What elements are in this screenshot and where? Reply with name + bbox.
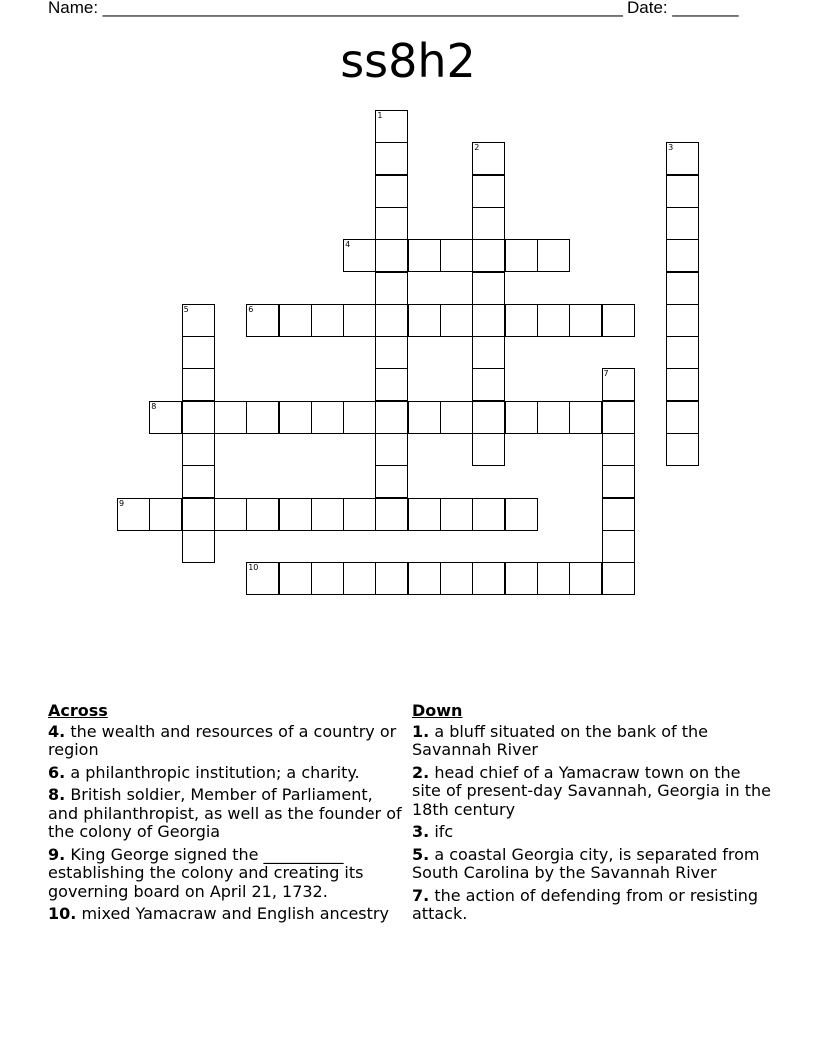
clue-text: a philanthropic institution; a charity.	[70, 762, 360, 782]
grid-cell	[279, 401, 312, 434]
clue-number: 7.	[412, 885, 430, 905]
grid-cell	[472, 239, 505, 272]
grid-cell	[182, 368, 215, 401]
clue-text: a bluff situated on the bank of the Savannah River	[412, 721, 708, 759]
grid-cell	[279, 498, 312, 531]
grid-cell	[666, 207, 699, 240]
clue-number: 2.	[412, 762, 430, 782]
grid-cell	[375, 401, 408, 434]
clue-across-9	[48, 846, 403, 902]
cell-number: 2	[474, 143, 480, 153]
clue-number: 1.	[412, 721, 430, 741]
grid-cell	[472, 304, 505, 337]
grid-cell	[375, 336, 408, 369]
grid-cell	[440, 304, 473, 337]
grid-cell	[375, 239, 408, 272]
grid-cell	[602, 465, 635, 498]
grid-cell	[311, 562, 344, 595]
grid-cell	[569, 562, 602, 595]
grid-cell	[472, 401, 505, 434]
grid-cell	[666, 175, 699, 208]
clue-number: 4.	[48, 721, 66, 741]
grid-cell	[666, 272, 699, 305]
grid-cell	[505, 401, 538, 434]
grid-cell	[440, 239, 473, 272]
grid-cell	[472, 433, 505, 466]
grid-cell	[343, 304, 376, 337]
grid-cell	[149, 498, 182, 531]
grid-cell	[666, 304, 699, 337]
grid-cell	[472, 498, 505, 531]
clue-down-2	[412, 764, 772, 820]
grid-cell	[375, 562, 408, 595]
cell-number: 3	[668, 143, 674, 153]
page-title: ss8h2	[340, 34, 476, 88]
clue-text: King George signed the __________ establishing the colony and creating its governing board on April 21, 1732.	[48, 844, 364, 901]
grid-cell	[182, 336, 215, 369]
grid-cell	[666, 239, 699, 272]
grid-cell	[311, 498, 344, 531]
grid-cell	[602, 304, 635, 337]
cell-number: 9	[119, 498, 125, 508]
grid-cell	[149, 401, 182, 434]
grid-cell	[569, 304, 602, 337]
grid-cell	[472, 562, 505, 595]
grid-cell	[602, 530, 635, 563]
down-heading: Down	[412, 701, 463, 720]
across-clues	[48, 702, 403, 928]
grid-cell	[505, 239, 538, 272]
clue-text: the action of defending from or resisting attack.	[412, 885, 759, 923]
name-field: Name: _______________________________________________________	[48, 0, 623, 17]
grid-cell	[472, 272, 505, 305]
grid-cell	[408, 304, 441, 337]
grid-cell	[472, 368, 505, 401]
grid-cell	[602, 401, 635, 434]
grid-cell	[375, 110, 408, 143]
grid-cell	[311, 304, 344, 337]
grid-cell	[375, 272, 408, 305]
grid-cell	[602, 368, 635, 401]
grid-cell	[343, 239, 376, 272]
grid-cell	[214, 401, 247, 434]
grid-cell	[375, 142, 408, 175]
grid-cell	[375, 465, 408, 498]
grid-cell	[537, 239, 570, 272]
grid-cell	[537, 401, 570, 434]
grid-cell	[472, 207, 505, 240]
grid-cell	[569, 401, 602, 434]
clue-down-7	[412, 887, 772, 924]
grid-cell	[246, 498, 279, 531]
grid-cell	[505, 498, 538, 531]
clue-number: 9.	[48, 844, 66, 864]
grid-cell	[408, 498, 441, 531]
grid-cell	[246, 562, 279, 595]
grid-cell	[343, 401, 376, 434]
grid-cell	[408, 562, 441, 595]
grid-cell	[343, 562, 376, 595]
clue-across-4	[48, 723, 403, 760]
grid-cell	[375, 498, 408, 531]
grid-cell	[537, 562, 570, 595]
across-heading: Across	[48, 701, 108, 720]
clue-number: 6.	[48, 762, 66, 782]
cell-number: 4	[345, 240, 351, 250]
clue-text: the wealth and resources of a country or region	[48, 721, 397, 759]
clue-number: 10.	[48, 904, 77, 923]
cell-number: 10	[248, 563, 259, 573]
grid-cell	[602, 562, 635, 595]
grid-cell	[375, 175, 408, 208]
date-field: Date: _______	[627, 0, 739, 17]
grid-cell	[440, 498, 473, 531]
grid-cell	[666, 433, 699, 466]
clue-text: head chief of a Yamacraw town on the site of present-day Savannah, Georgia in the 18th century	[412, 762, 771, 819]
grid-cell	[246, 401, 279, 434]
clue-across-6	[48, 764, 403, 783]
grid-cell	[182, 465, 215, 498]
grid-cell	[375, 433, 408, 466]
grid-cell	[666, 368, 699, 401]
grid-cell	[440, 562, 473, 595]
grid-cell	[472, 336, 505, 369]
clue-across-8	[48, 786, 403, 842]
clue-number: 3.	[412, 822, 430, 841]
clue-down-5	[412, 846, 772, 883]
clue-across-10	[48, 905, 403, 924]
grid-cell	[375, 368, 408, 401]
clue-text: mixed Yamacraw and English ancestry	[81, 904, 389, 923]
grid-cell	[505, 562, 538, 595]
grid-cell	[182, 530, 215, 563]
clue-number: 5.	[412, 844, 430, 864]
grid-cell	[182, 498, 215, 531]
grid-cell	[537, 304, 570, 337]
grid-cell	[375, 304, 408, 337]
grid-cell	[472, 175, 505, 208]
cell-number: 1	[377, 111, 383, 120]
clue-text: ifc	[434, 822, 454, 841]
grid-cell	[117, 498, 150, 531]
grid-cell	[666, 401, 699, 434]
grid-cell	[246, 304, 279, 337]
clue-number: 8.	[48, 785, 66, 804]
grid-cell	[311, 401, 344, 434]
cell-number: 5	[183, 304, 189, 314]
clue-text: a coastal Georgia city, is separated from South Carolina by the Savannah River	[412, 844, 760, 882]
grid-cell	[182, 401, 215, 434]
grid-cell	[343, 498, 376, 531]
down-clues	[412, 702, 772, 928]
grid-cell	[602, 433, 635, 466]
grid-cell	[408, 401, 441, 434]
grid-cell	[440, 401, 473, 434]
grid-cell	[666, 336, 699, 369]
grid-cell	[472, 142, 505, 175]
cell-number: 6	[248, 304, 254, 314]
grid-cell	[279, 304, 312, 337]
grid-cell	[279, 562, 312, 595]
cell-number: 7	[603, 369, 609, 379]
clue-text: British soldier, Member of Parliament, and philanthropist, as well as the founder of the colony of Georgia	[48, 785, 402, 841]
grid-cell	[408, 239, 441, 272]
cell-number: 8	[151, 401, 157, 411]
clue-down-1	[412, 723, 772, 760]
grid-cell	[505, 304, 538, 337]
grid-cell	[214, 498, 247, 531]
grid-cell	[666, 142, 699, 175]
grid-cell	[375, 207, 408, 240]
grid-cell	[602, 498, 635, 531]
clue-down-3	[412, 823, 772, 842]
grid-cell	[182, 304, 215, 337]
grid-cell	[182, 433, 215, 466]
